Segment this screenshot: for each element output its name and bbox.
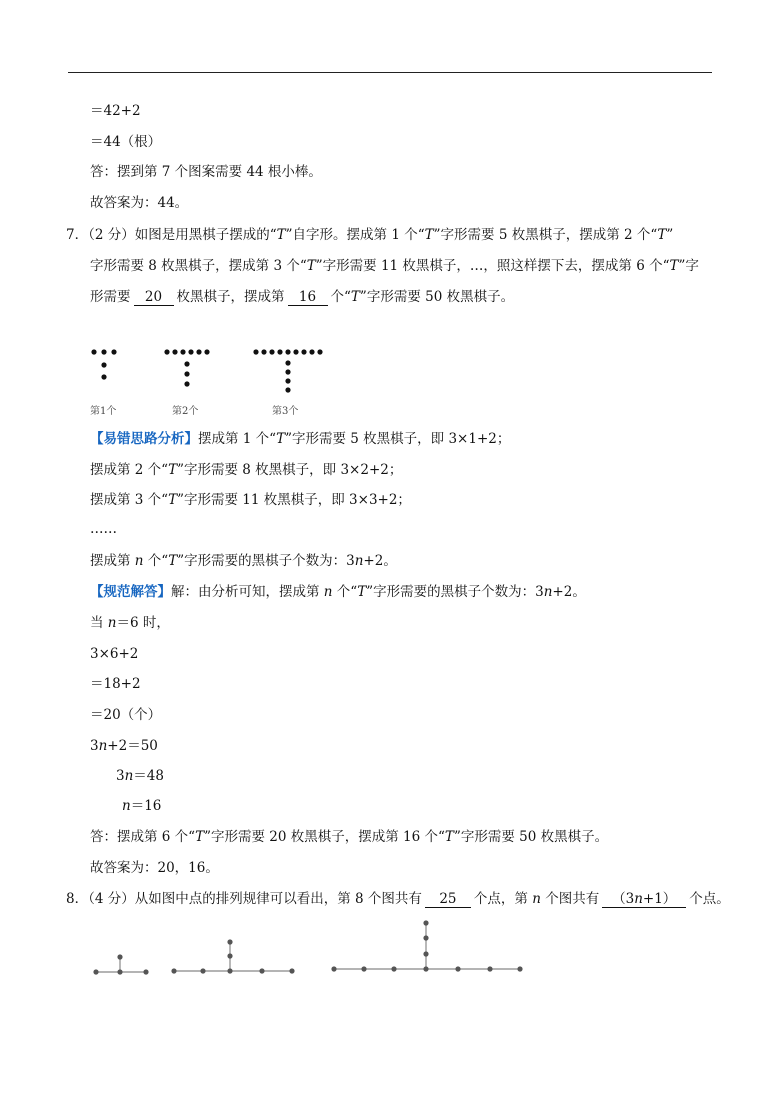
solution-tag: 【规范解答】: [90, 584, 171, 600]
calc-line: 3×6+2: [90, 646, 139, 662]
equation-line: n＝16: [122, 798, 162, 814]
answer-blank: 16: [288, 290, 328, 306]
q8-line-1: 8．（4 分）从如图中点的排列规律可以看出，第 8 个图共有 25 个点，第 n 个图共有 （3n+1） 个点。: [66, 891, 730, 907]
calc-line: ＝44（根）: [90, 134, 162, 150]
figure-caption: 第3个: [272, 406, 299, 417]
calc-line: ＝18+2: [90, 676, 141, 692]
figure-caption: 第1个: [90, 406, 117, 417]
calc-line: ＝20（个）: [90, 707, 162, 723]
figure-caption: 第2个: [172, 406, 199, 417]
condition-line: 当 n＝6 时，: [90, 615, 170, 631]
analysis-line: 摆成第 2 个“T”字形需要 8 枚黑棋子，即 3×2+2；: [90, 462, 403, 478]
q7-line-1: 7．（2 分）如图是用黑棋子摆成的“T”自字形。摆成第 1 个“T”字形需要 5 枚黑棋子，摆成第 2 个“T”: [66, 227, 674, 243]
final-answer-line: 故答案为：44。: [90, 195, 189, 211]
answer-blank: 25: [425, 892, 471, 908]
answer-blank: 20: [134, 290, 174, 306]
answer-line: 答：摆成第 6 个“T”字形需要 20 枚黑棋子，摆成第 16 个“T”字形需要 50 枚黑棋子。: [90, 829, 609, 845]
q7-line-3: 形需要 20 枚黑棋子，摆成第 16 个“T”字形需要 50 枚黑棋子。: [90, 289, 515, 305]
ellipsis-line: ……: [90, 521, 117, 537]
equation-line: 3n+2＝50: [90, 738, 158, 754]
q7-line-2: 字形需要 8 枚黑棋子，摆成第 3 个“T”字形需要 11 枚黑棋子，…，照这样摆下去，摆成第 6 个“T”字: [90, 258, 699, 274]
header-rule: [68, 72, 712, 73]
general-formula-line: 摆成第 n 个“T”字形需要的黑棋子个数为：3n+2。: [90, 553, 397, 569]
analysis-line: 摆成第 3 个“T”字形需要 11 枚黑棋子，即 3×3+2；: [90, 492, 411, 508]
answer-blank: （3n+1）: [602, 892, 686, 908]
solution-line: 【规范解答】解：由分析可知，摆成第 n 个“T”字形需要的黑棋子个数为：3n+2。: [90, 584, 586, 600]
dot-pattern-figure: [88, 915, 533, 980]
analysis-tag: 【易错思路分析】: [90, 431, 198, 447]
equation-line: 3n＝48: [116, 768, 164, 784]
t-shape-figure: [80, 340, 340, 410]
answer-line: 答：摆到第 7 个图案需要 44 根小棒。: [90, 164, 322, 180]
final-answer-line: 故答案为：20，16。: [90, 860, 219, 876]
calc-line: ＝42+2: [90, 103, 141, 119]
analysis-line: 【易错思路分析】摆成第 1 个“T”字形需要 5 枚黑棋子，即 3×1+2；: [90, 431, 511, 447]
